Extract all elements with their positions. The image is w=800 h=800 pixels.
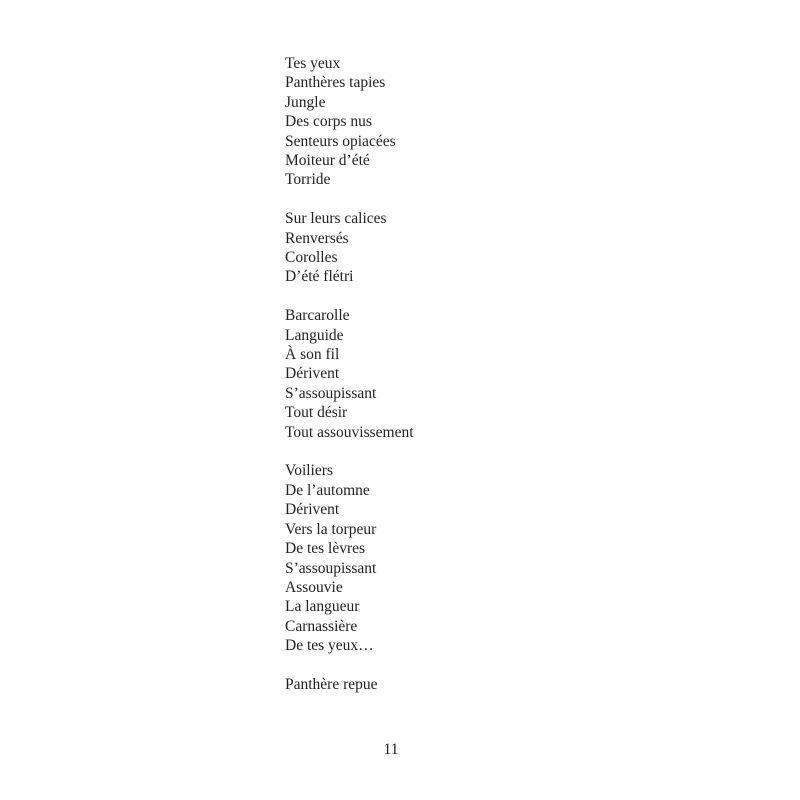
poem-line: Vers la torpeur [285,520,377,538]
stanza-1 [285,54,685,190]
poem-line: Dérivent [285,365,340,383]
poem-line: Assouvie [285,578,343,596]
poem-line: Tout assouvissement [285,423,414,441]
poem-line: S’assoupissant [285,384,377,402]
stanza-2 [285,209,685,287]
poem-line: S’assoupissant [285,559,377,577]
poem-line: Languide [285,326,344,344]
poem-line: Tout désir [285,404,348,422]
poem-line: Des corps nus [285,113,372,131]
poem-line: Senteurs opiacées [285,132,396,150]
poem-line: Jungle [285,93,326,111]
poem-line: Dérivent [285,501,340,519]
page-number: 11 [383,741,399,758]
poem-line: Barcarolle [285,307,350,325]
poem-line: Carnassière [285,617,358,635]
poem-line: Moiteur d’été [285,152,370,170]
stanza-3 [285,306,685,442]
poem-line: De tes yeux… [285,637,374,655]
poem-line: Panthères tapies [285,74,386,92]
poem [285,54,685,714]
poem-line: Corolles [285,249,338,267]
poem-line: Renversés [285,229,349,247]
poem-line: D’été flétri [285,268,354,286]
poem-line: Sur leurs calices [285,210,387,228]
poem-line: Panthère repue [285,675,378,693]
poem-line: De l’automne [285,481,370,499]
poem-line: À son fil [285,346,340,364]
poem-line: Tes yeux [285,55,341,72]
poem-line: Torride [285,171,331,189]
poem-line: Voiliers [285,462,333,480]
stanza-4 [285,461,685,655]
stanza-5 [285,675,685,694]
poem-line: De tes lèvres [285,540,366,558]
poem-line: La langueur [285,598,360,616]
